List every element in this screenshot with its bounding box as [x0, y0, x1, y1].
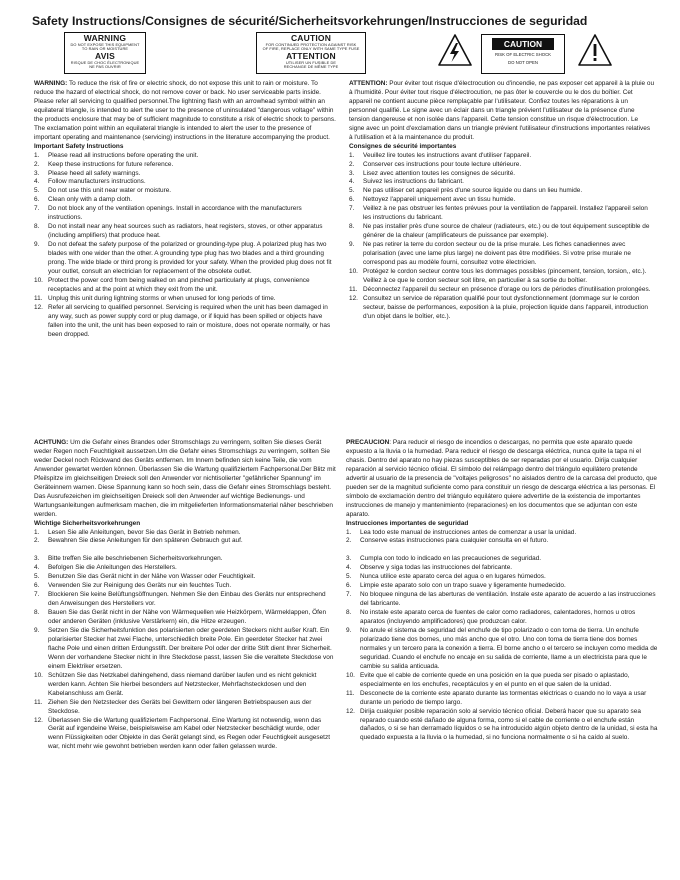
french-list-item [349, 295, 655, 322]
english-list-item [34, 178, 336, 187]
french-list-item [349, 161, 655, 170]
french-list-item-text: Déconnectez l'appareil du secteur en présence d'orage ou lors de périodes d'inutilisation prolongées. [363, 285, 651, 293]
spanish-list-item-text: Lea todo este manual de instrucciones antes de comenzar a usar la unidad. [360, 528, 577, 536]
spanish-list-item-number: 1. [346, 528, 352, 536]
english-list-item-text: Do not block any of the ventilation openings. Install in accordance with the manufacturers instructions. [48, 205, 302, 222]
french-list-item-number: 6. [349, 196, 355, 204]
german-list-item-text: Setzen Sie die Sicherheitsfunktion des polarisierten oder geerdeten Steckers nicht außer Kraft. Ein polarisierter Stecker hat zwei Flache, unterschiedlich breite Pole. Ein geerdeter Stecker hat zwei flache Pole und einen dritten Erdungsstift. Der breitere Pol oder der dritte Stift dient Ihrer Sicherheit. Wenn der vorhandene Stecker nicht in Ihre Steckdose passt, lassen Sie die veraltete Steckdose von einem Elektriker ersetzen. [48, 627, 334, 670]
german-list-item-number: 12. [34, 716, 43, 724]
caution-fuse-label-head: CAUTION [290, 33, 332, 43]
english-list-item-text: Unplug this unit during lightning storms or when unused for long periods of time. [48, 294, 276, 302]
french-heading: Consignes de sécurité importantes [349, 142, 457, 150]
german-list-item-number: 8. [34, 609, 40, 617]
german-list-item-number: 3. [34, 555, 40, 563]
german-list-item-text: Überlassen Sie die Wartung qualifiziertem Fachpersonal. Eine Wartung ist notwendig, wenn das Gerät auf irgendeine Weise, beispielsweise am Kabel oder Netzstecker beschädigt wurde, oder wenn Flüssigkeiten oder Objekte in das Gerät gelangt sind, es Regen oder Feuchtigkeit ausgesetzt war, nicht mehr wie gewohnt betrieben werden kann oder fallen gelassen wurde. [48, 716, 330, 751]
english-list-item-text: Clean only with a damp cloth. [48, 196, 133, 204]
french-list-item-number: 12. [349, 294, 358, 302]
german-list-item-text: Blockieren Sie keine Belüftungsöffnungen. Nehmen Sie den Einbau des Geräts nur entsprechend den Anweisungen des Herstellers vor. [48, 591, 326, 608]
french-list-item [349, 152, 655, 161]
spanish-list-item [346, 627, 658, 672]
french-list-item-text: Veuillez lire toutes les instructions avant d'utiliser l'appareil. [363, 151, 532, 159]
german-list-item-number: 7. [34, 591, 40, 599]
english-list-item [34, 277, 336, 295]
french-lead: ATTENTION: [349, 80, 388, 87]
german-list-item [34, 699, 336, 717]
english-list-item-number: 12. [34, 303, 43, 311]
warning-label-line: NE PAS OUVRIR [89, 64, 121, 70]
german-list-item-number: 9. [34, 627, 40, 634]
french-list-item-number: 2. [349, 160, 355, 168]
french-list-item-text: Veillez à ne pas obstruer les fentes prévues pour la ventilation de l'appareil. Installez l'appareil selon les instructions du fabricant. [363, 205, 648, 222]
spanish-list [346, 529, 658, 744]
spanish-heading: Instrucciones importantes de seguridad [346, 519, 469, 527]
spanish-lead: PRECAUCION [346, 439, 390, 446]
french-list-item-number: 8. [349, 223, 355, 231]
german-list-item-number: 10. [34, 671, 43, 679]
french-list-item-number: 4. [349, 178, 355, 186]
english-list-item-number: 1. [34, 151, 40, 159]
spanish-list-item-text: Limpie este aparato solo con un trapo suave y ligeramente humedecido. [360, 582, 566, 590]
english-intro-text: To reduce the risk of fire or electric shock, do not expose this unit to rain or moisture. To reduce the hazard of electrical shock, do not remove cover or back. No user serviceable parts inside. Please refer all servicing to qualified personnel.The lightning flash with an arrowhead symbol within an equilateral triangle, is intended to alert the user to the presence of uninsulated "dangerous voltage" within the products enclosure that may be of sufficient magnitude to constitute a risk of electric shock to persons. The exclamation point within an equilateral triangle is intended to alert the user to the presence of important operating and maintenance (servicing) instructions in the literature accompanying the product. [34, 80, 336, 141]
caution-fuse-label-head: ATTENTION [286, 51, 336, 62]
french-intro [349, 80, 655, 143]
german-list-item-number: 1. [34, 528, 40, 536]
german-list-item-text: Befolgen Sie die Anleitungen des Herstellers. [48, 564, 177, 572]
caution-shock-label-head: CAUTION [492, 38, 554, 50]
german-list-item [34, 609, 336, 627]
english-lead: WARNING: [34, 80, 68, 87]
caution-fuse-label-line: RECHANGE DE MÊME TYPE [283, 64, 339, 70]
spanish-list-item-number: 6. [346, 582, 352, 590]
german-list-item-number: 2. [34, 537, 40, 545]
spanish-list-item-text: Nunca utilice este aparato cerca del agua o en lugares húmedos. [360, 573, 546, 581]
french-list-item [349, 268, 655, 286]
english-list-item-text: Please read all instructions before operating the unit. [48, 151, 199, 159]
french-list-item-number: 3. [349, 169, 355, 177]
spanish-list-item-text: Dirija cualquier posible reparación solo al servicio técnico oficial. Deberá hacer que su aparato sea reparado cuando esté dañado de alguna forma, como si el cable de corriente o el enchufe están dañados, o si se han derramado líquidos o se ha introducido algún objeto dentro de la unidad, si esta ha quedado expuesta a la lluvia o la humedad, si no funciona normalmente o si ha caído al suelo. [360, 707, 658, 742]
german-list-item [34, 627, 336, 672]
spanish-list-item-number: 12. [346, 707, 355, 715]
spanish-list-item-number: 3. [346, 555, 352, 563]
german-intro-text: Um die Gefahr eines Brandes oder Stromschlags zu verringern, sollten Sie dieses Gerät weder Regen noch Feuchtigkeit aussetzen.Um die Gefahr eines Stromschlags zu verringern, sollten Sie weder Deckel noch Rückwand des Geräts entfernen. Im Innern befinden sich keine Teile, die vom Anwender gewartet werden können. Überlassen Sie die Wartung qualifiziertem Fachpersonal.Der Blitz mit Pfeilspitze im gleichseitigen Dreieck soll den Anwender vor nichtisolierter "gefährlicher Spannung" im Geräteinnern warnen. Diese Spannung kann so hoch sein, dass die Gefahr eines Stromschlags besteht. Das Ausrufezeichen im gleichseitigen Dreieck soll den Anwender auf wichtige Bedienungs- und Wartungsanleitungen aufmerksam machen, die im mitgelieferten Informationsmaterial näher beschrieben werden. [34, 439, 336, 518]
caution-shock-label-line: DO NOT OPEN [507, 59, 538, 65]
spanish-list-item [346, 690, 658, 708]
english-intro [34, 80, 336, 143]
english-list-item [34, 223, 336, 241]
english-list-item-text: Refer all servicing to qualified personnel. Servicing is required when the unit has been damaged in any way, such as power supply cord or plug damage, or if liquid has been spilled or objects have fallen into the unit, the unit has been exposed to rain or moisture, does not operate normally, or has been dropped. [48, 303, 331, 338]
lightning-triangle-icon [438, 34, 472, 66]
german-list-item-text: Schützen Sie das Netzkabel dahingehend, dass niemand darüber laufen und es nicht geknickt werden kann. Achten Sie hierbei besonders auf Netzstecker, Mehrfachsteckdosen und den Kabelanschluss am Gerät. [48, 671, 317, 697]
spanish-list-item [346, 609, 658, 627]
english-heading: Important Safety Instructions [34, 142, 124, 150]
english-list-item [34, 295, 336, 304]
english-list-item-number: 2. [34, 160, 40, 168]
english-list-item [34, 304, 336, 340]
caution-fuse-label-line: OF FIRE, REPLACE ONLY WITH SAME TYPE FUSE [262, 46, 360, 52]
english-list-item [34, 196, 336, 205]
spanish-list-item-number: 10. [346, 671, 355, 679]
english-list-item-number: 10. [34, 276, 43, 284]
warning-label [64, 32, 146, 74]
french-list-item-text: Consultez un service de réparation qualifié pour tout dysfonctionnement (dommage sur le cordon secteur, baisse de performances, exposition à la pluie, projection liquide dans l'appareil, introduction d'un objet dans le boîtier, etc.). [363, 294, 649, 320]
english-list-item-number: 8. [34, 223, 40, 231]
german-list-item-text: Bitte treffen Sie alle beschriebenen Sicherheitsvorkehrungen. [48, 555, 223, 563]
warning-label-line: DO NOT EXPOSE THIS EQUIPMENT [70, 41, 140, 47]
english-list-item-number: 9. [34, 241, 40, 249]
english-list-item [34, 241, 336, 277]
german-list-item-number: 5. [34, 573, 40, 581]
warning-label-line: RISQUE DE CHOC ÉLECTRONIQUE [70, 60, 140, 66]
spanish-list-item-text: No instale este aparato cerca de fuentes de calor como radiadores, calentadores, hornos u otros aparatos (incluyendo amplificadores) que produzcan calor. [360, 609, 636, 626]
german-list-item-number: 4. [34, 564, 40, 572]
spanish-list-item [346, 529, 658, 538]
english-list-item-number: 4. [34, 178, 40, 186]
french-list-item-text: Ne pas retirer la terre du cordon secteur ou de la prise murale. Les fiches canadiennes avec polarisation (avec une lame plus large) ne doivent pas être modifiées. Si votre prise murale ne correspond pas au modèle fourni, consultez votre électricien. [363, 241, 632, 267]
german-heading: Wichtige Sicherheitsvorkehrungen [34, 519, 141, 527]
caution-fuse-label [256, 32, 366, 74]
spanish-list-item [346, 591, 658, 609]
english-list-item [34, 187, 336, 196]
spanish-list-item-text: Conserve estas instrucciones para cualquier consulta en el futuro. [360, 537, 549, 545]
caution-fuse-label-line: UTILISER UN FUSIBLE DE [285, 60, 337, 66]
french-list-item-text: Suivez les instructions du fabricant. [363, 178, 464, 186]
spanish-list-item-text: Observe y siga todas las instrucciones del fabricante. [360, 564, 513, 572]
spanish-list-item [346, 537, 658, 546]
french-list-item-text: Nettoyez l'appareil uniquement avec un tissu humide. [363, 196, 516, 204]
german-list-item [34, 555, 336, 564]
french-list-item-text: Conserver ces instructions pour toute lecture ultérieure. [363, 160, 522, 168]
german-list-item [34, 672, 336, 699]
french-list-item [349, 196, 655, 205]
german-list-item [34, 529, 336, 538]
french-list-item-text: Lisez avec attention toutes les consignes de sécurité. [363, 169, 516, 177]
german-list-item [34, 591, 336, 609]
english-list-item [34, 205, 336, 223]
english-list-item-number: 5. [34, 187, 40, 195]
spanish-list-item [346, 708, 658, 744]
german-list-item [34, 564, 336, 573]
french-list-item-number: 9. [349, 241, 355, 249]
english-list-item-text: Protect the power cord from being walked on and pinched particularly at plugs, convenience receptacles and at the point at which they exit from the unit. [48, 276, 310, 293]
french-list-item [349, 187, 655, 196]
french-list-item-number: 10. [349, 268, 358, 276]
caution-fuse-label-line: FOR CONTINUED PROTECTION AGAINST RISK [265, 41, 357, 47]
french-intro-text: Pour éviter tout risque d'électrocution ou d'incendie, ne pas exposer cet appareil à la pluie ou à l'humidité. Pour éviter tout risque d'électrocution, ne pas ôter le couvercle ou le dos du boîtier. Cet appareil ne contient aucune pièce remplaçable par l'utilisateur. Confiez toutes les réparations à un personnel qualifié. Le signe avec un éclair dans un triangle prévient l'utilisateur de la présence d'une tension dangereuse et non isolée dans l'appareil. Cette tension constitue un risque d'électrocution. Le signe avec un point d'exclamation dans un triangle prévient l'utilisateur d'instructions importantes relatives à l'utilisation et à la maintenance du produit. [349, 80, 655, 141]
spanish-list-item-text: No anule el sistema de seguridad del enchufe de tipo polarizado o con toma de tierra. Un enchufe polarizado tiene dos bornes, uno más ancho que el otro. Uno con toma de tierra tiene dos bornes normales y un tercero para la conexión a tierra. El borne ancho o el tercero se incluyen como medida de seguridad. Cuando el enchufe no encaje en su salida de corriente, llame a un electricista para que le cambie su salida anticuada. [360, 627, 658, 670]
german-list-item-text: Verwenden Sie zur Reinigung des Geräts nur ein feuchtes Tuch. [48, 582, 232, 590]
section-german [34, 439, 336, 752]
german-list-item [34, 573, 336, 582]
french-list-item [349, 205, 655, 223]
page-title: Safety Instructions/Consignes de sécurité/Sicherheitsvorkehrungen/Instrucciones de seguridad [32, 14, 588, 28]
english-list-item-text: Do not use this unit near water or moisture. [48, 187, 172, 195]
spanish-list-item [346, 582, 658, 591]
spanish-list-item-number: 7. [346, 591, 352, 599]
german-list-item-text: Bauen Sie das Gerät nicht in der Nähe von Wärmequellen wie Heizkörpern, Wärmeklappen, Öfen oder anderen Geräten (inklusive Verstärkern) ein, die Hitze erzeugen. [48, 609, 327, 626]
warning-label-line: TO RAIN OR MOISTURE [81, 46, 129, 52]
german-list-item-number: 11. [34, 698, 43, 706]
french-list-item [349, 223, 655, 241]
english-list-item-text: Please heed all safety warnings. [48, 169, 141, 177]
french-list-item-number: 11. [349, 285, 358, 293]
spanish-list-item-number: 5. [346, 573, 352, 581]
warning-label-head: AVIS [94, 51, 115, 62]
english-list-item-number: 3. [34, 169, 40, 177]
spanish-list-item-text: No bloquee ninguna de las aberturas de ventilación. Instale este aparato de acuerdo a las instrucciones del fabricante. [360, 591, 656, 608]
spanish-list-item [346, 672, 658, 690]
english-list-item [34, 161, 336, 170]
section-spanish [346, 439, 658, 743]
french-list-item-text: Protégez le cordon secteur contre tous les dommages possibles (pincement, tension, torsion,, etc.). Veillez à ce que le cordon secteur soit libre, en particulier à sa sortie du boîtier. [363, 268, 647, 284]
spanish-list-item-number: 9. [346, 627, 352, 634]
spanish-list-item [346, 555, 658, 564]
section-french [349, 80, 655, 322]
caution-shock-label-line: RISK OF ELECTRIC SHOCK [494, 52, 552, 57]
german-list-item-text: Lesen Sie alle Anleitungen, bevor Sie das Gerät in Betrieb nehmen. [48, 528, 241, 536]
spanish-list-item-text: Cumpla con todo lo indicado en las precauciones de seguridad. [360, 555, 542, 563]
warning-label-head: WARNING [83, 33, 127, 43]
english-list-item-text: Do not defeat the safety purpose of the polarized or grounding-type plug. A polarized plug has two blades with one wider than the other. A grounding type plug has two blades and a third grounding prong. The wide blade or third prong is provided for your safety. When the provided plug does not fit your outlet, consult an electrician for replacement of the obsolete outlet. [48, 241, 332, 276]
french-list [349, 152, 655, 322]
english-list [34, 152, 336, 340]
german-list-item-text: Bewahren Sie diese Anleitungen für den späteren Gebrauch gut auf. [48, 537, 243, 545]
spanish-intro-text: : Para reducir el riesgo de incendios o descargas, no permita que este aparato quede expuesto a la lluvia o la humedad. Para reducir el riesgo de descarga eléctrica, nunca quite la tapa ni el chasis. Dentro del aparato no hay piezas susceptibles de ser reparadas por el usuario. Dirija cualquier reparación al servicio técnico oficial. El símbolo del relámpago dentro del triángulo equilátero pretende advertir al usuario de la presencia de "voltajes peligrosos" no aislados dentro de la carcasa del producto, que pueden ser de la magnitud suficiente como para constituir un riesgo de descarga eléctrica a las personas. El símbolo de exclamación dentro del triángulo equilátero quiere advertirle de la existencia de importantes instrucciones de manejo y mantenimiento (reparaciones) en los documentos que se adjuntan con este aparato. [346, 439, 657, 518]
english-list-item-text: Do not install near any heat sources such as radiators, heat registers, stoves, or other apparatus (including amplifiers) that produce heat. [48, 223, 323, 240]
spanish-list-item [346, 564, 658, 573]
french-list-item [349, 286, 655, 295]
german-list [34, 529, 336, 753]
french-list-item-number: 1. [349, 151, 355, 159]
english-list-item-number: 11. [34, 294, 43, 302]
german-list-item [34, 582, 336, 591]
english-list-item-number: 7. [34, 205, 40, 213]
spanish-list-item-number: 4. [346, 564, 352, 572]
french-list-item [349, 170, 655, 179]
german-list-item [34, 717, 336, 753]
english-list-item-text: Keep these instructions for future reference. [48, 160, 174, 168]
french-list-item [349, 178, 655, 187]
spanish-intro [346, 439, 658, 520]
german-list-item [34, 537, 336, 546]
french-list-item-text: Ne pas utiliser cet appareil près d'une source liquide ou dans un lieu humide. [363, 187, 583, 195]
german-lead: ACHTUNG: [34, 439, 69, 446]
spanish-list-item-text: Evite que el cable de corriente quede en una posición en la que pueda ser pisado o aplastado, especialmente en los enchufes, receptáculos y en el punto en el que salen de la unidad. [360, 671, 630, 688]
french-list-item-number: 7. [349, 205, 355, 213]
german-list-item-number: 6. [34, 582, 40, 590]
section-english [34, 80, 336, 340]
english-list-item [34, 152, 336, 161]
spanish-list-item-text: Desconecte de la corriente este aparato durante las tormentas eléctricas o cuando no lo vaya a usar durante un periodo de tiempo largo. [360, 689, 647, 706]
spanish-list-item-number: 11. [346, 689, 355, 697]
german-list-item-text: Benutzen Sie das Gerät nicht in der Nähe von Wasser oder Feuchtigkeit. [48, 573, 256, 581]
exclamation-triangle-icon [578, 34, 612, 66]
spanish-list-item-number: 8. [346, 609, 352, 617]
french-list-item-number: 5. [349, 187, 355, 195]
spanish-list-item-number: 2. [346, 537, 352, 545]
english-list-item-text: Follow manufacturers instructions. [48, 178, 146, 186]
english-list-item-number: 6. [34, 196, 40, 204]
german-intro [34, 439, 336, 520]
caution-shock-label [481, 34, 565, 74]
french-list-item-text: Ne pas installer près d'une source de chaleur (radiateurs, etc.) ou de tout équipement susceptible de générer de la chaleur (amplificateurs de puissance par exemple). [363, 223, 650, 240]
german-list-item-text: Ziehen Sie den Netzstecker des Geräts bei Gewittern oder längeren Betriebspausen aus der Steckdose. [48, 698, 312, 715]
english-list-item [34, 170, 336, 179]
french-list-item [349, 241, 655, 268]
spanish-list-item [346, 573, 658, 582]
